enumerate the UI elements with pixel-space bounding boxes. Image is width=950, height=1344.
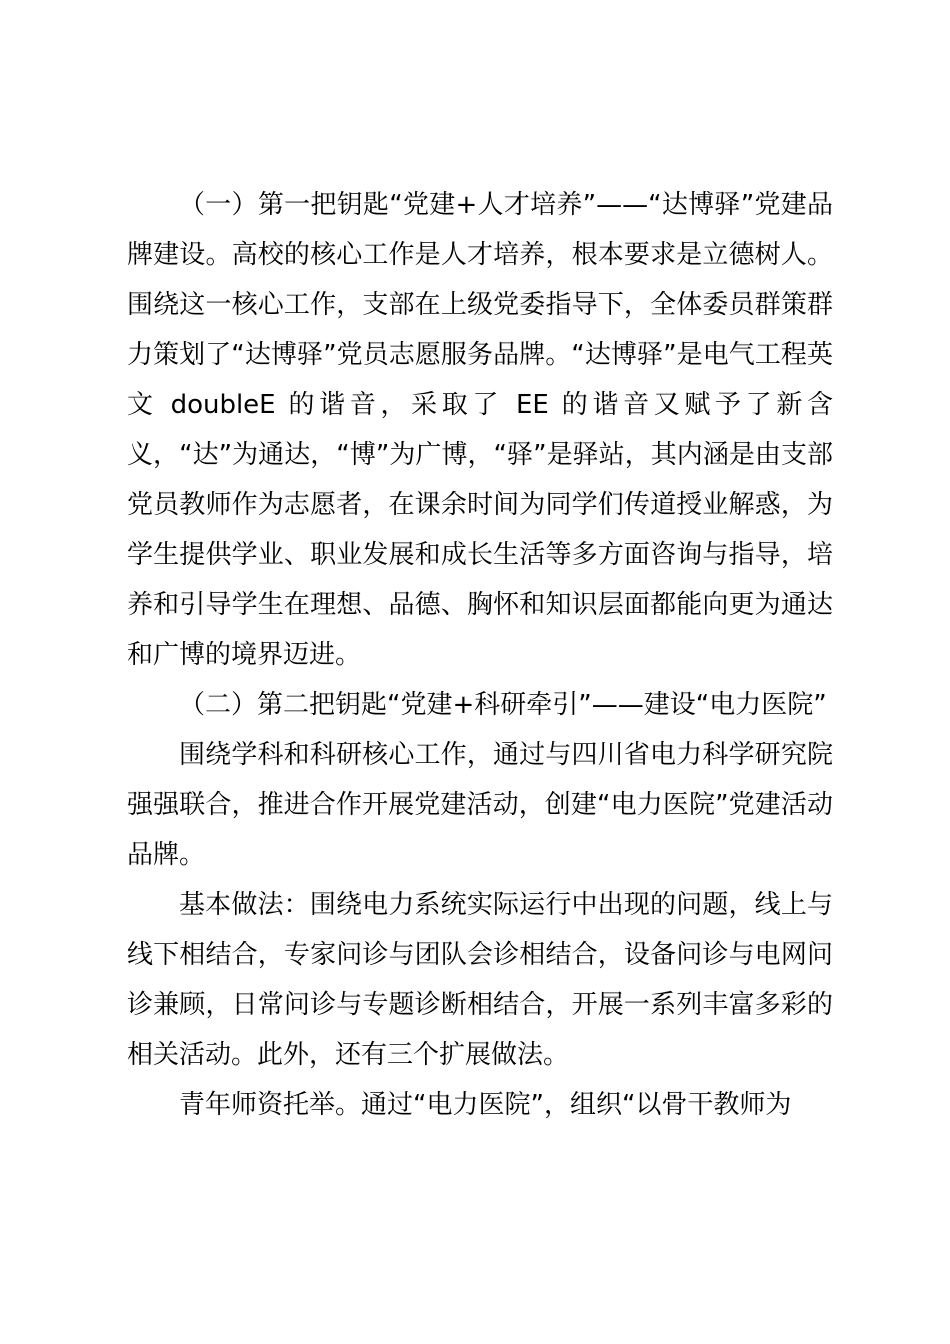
paragraph-key-one: （一）第一把钥匙“党建+人才培养”——“达博驿”党建品牌建设。高校的核心工作是人才培养，根本要求是立德树人。围绕这一核心工作，支部在上级党委指导下，全体委员群策群力策划了“达博驿”党员志愿服务品牌。“达博驿”是电气工程英文 doubleE 的谐音，采取了 EE 的谐音又赋予了新含义，“达”为通达，“博”为广博，“驿”是驿站，其内涵是由支部党员教师作为志愿者，在课余时间为同学们传道授业解惑，为学生提供学业、职业发展和成长生活等多方面咨询与指导，培养和引导学生在理想、品德、胸怀和知识层面都能向更为通达和广博的境界迈进。 xyxy=(127,190,833,670)
paragraph-key-two-heading: （二）第二把钥匙“党建+科研牵引”——建设“电力医院” xyxy=(179,690,827,720)
body-text xyxy=(127,180,833,1130)
paragraph-power-hospital-intro: 围绕学科和科研核心工作，通过与四川省电力科学研究院强强联合，推进合作开展党建活动，创建“电力医院”党建活动品牌。 xyxy=(127,740,833,870)
paragraph-basic-approach: 基本做法：围绕电力系统实际运行中出现的问题，线上与线下相结合，专家问诊与团队会诊相结合，设备问诊与电网问诊兼顾，日常问诊与专题诊断相结合，开展一系列丰富多彩的相关活动。此外，还有三个扩展做法。 xyxy=(127,890,833,1070)
paragraph-young-faculty: 青年师资托举。通过“电力医院”，组织“以骨干教师为 xyxy=(179,1090,792,1120)
